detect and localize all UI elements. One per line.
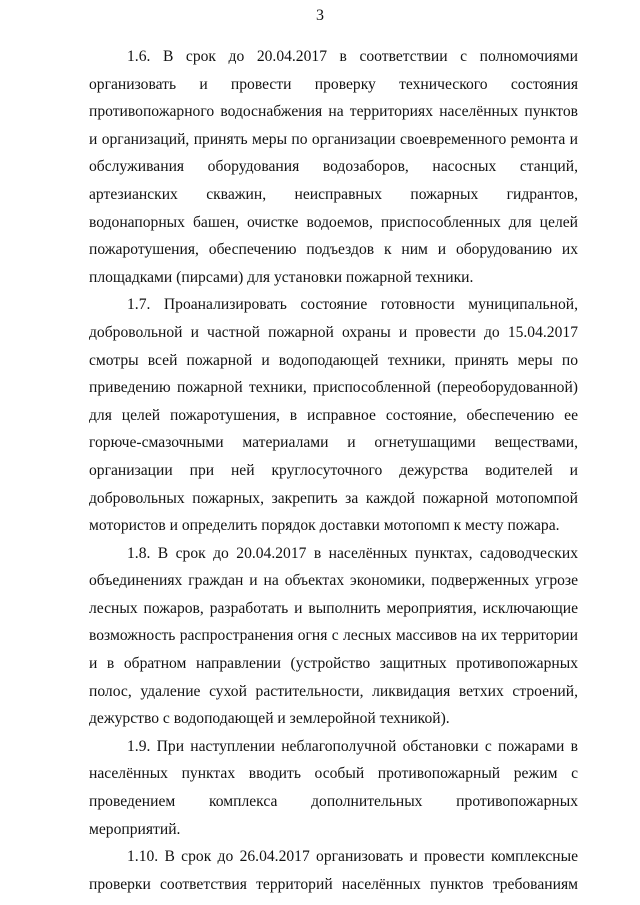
paragraph-1-6: 1.6. В срок до 20.04.2017 в соответствии с полномочиями организовать и провести проверку технического состояния противопожарного водоснабжения на территориях населённых пунктов и организаций, принять меры по организации своевременного ремонта и обслуживания оборудования водозаборов, насосных станций, артезианских скважин, неисправных пожарных гидрантов, водонапорных башен, очистке водоемов, приспособленных для целей пожаротушения, обеспечению подъездов к ним и оборудованию их площадками (пирсами) для установки пожарной техники. bbox=[89, 48, 578, 286]
document-body bbox=[89, 43, 578, 898]
paragraph-1-8: 1.8. В срок до 20.04.2017 в населённых пунктах, садоводческих объединениях граждан и на объектах экономики, подверженных угрозе лесных пожаров, разработать и выполнить мероприятия, исключающие возможность распространения огня с лесных массивов на их территории и в обратном направлении (устройство защитных противопожарных полос, удаление сухой растительности, ликвидация ветхих строений, дежурство с водоподающей и землеройной техникой). bbox=[89, 544, 578, 728]
paragraph-1-10: 1.10. В срок до 26.04.2017 организовать и провести комплексные проверки соответствия территорий населённых пунктов требованиям bbox=[89, 848, 578, 893]
paragraph-1-7: 1.7. Проанализировать состояние готовности муниципальной, добровольной и частной пожарной охраны и провести до 15.04.2017 смотры всей пожарной и водоподающей техники, принять меры по приведению пожарной техники, приспособленной (переоборудованной) для целей пожаротушения, в исправное состояние, обеспечению ее горюче-смазочными материалами и огнетушащими веществами, организации при ней круглосуточного дежурства водителей и добровольных пожарных, закрепить за каждой пожарной мотопомпой мотористов и определить порядок доставки мотопомп к месту пожара. bbox=[89, 296, 578, 535]
page-number: 3 bbox=[316, 7, 324, 24]
paragraph-1-9: 1.9. При наступлении неблагополучной обстановки с пожарами в населённых пунктах вводить особый противопожарный режим с проведением комплекса дополнительных противопожарных мероприятий. bbox=[89, 737, 578, 838]
